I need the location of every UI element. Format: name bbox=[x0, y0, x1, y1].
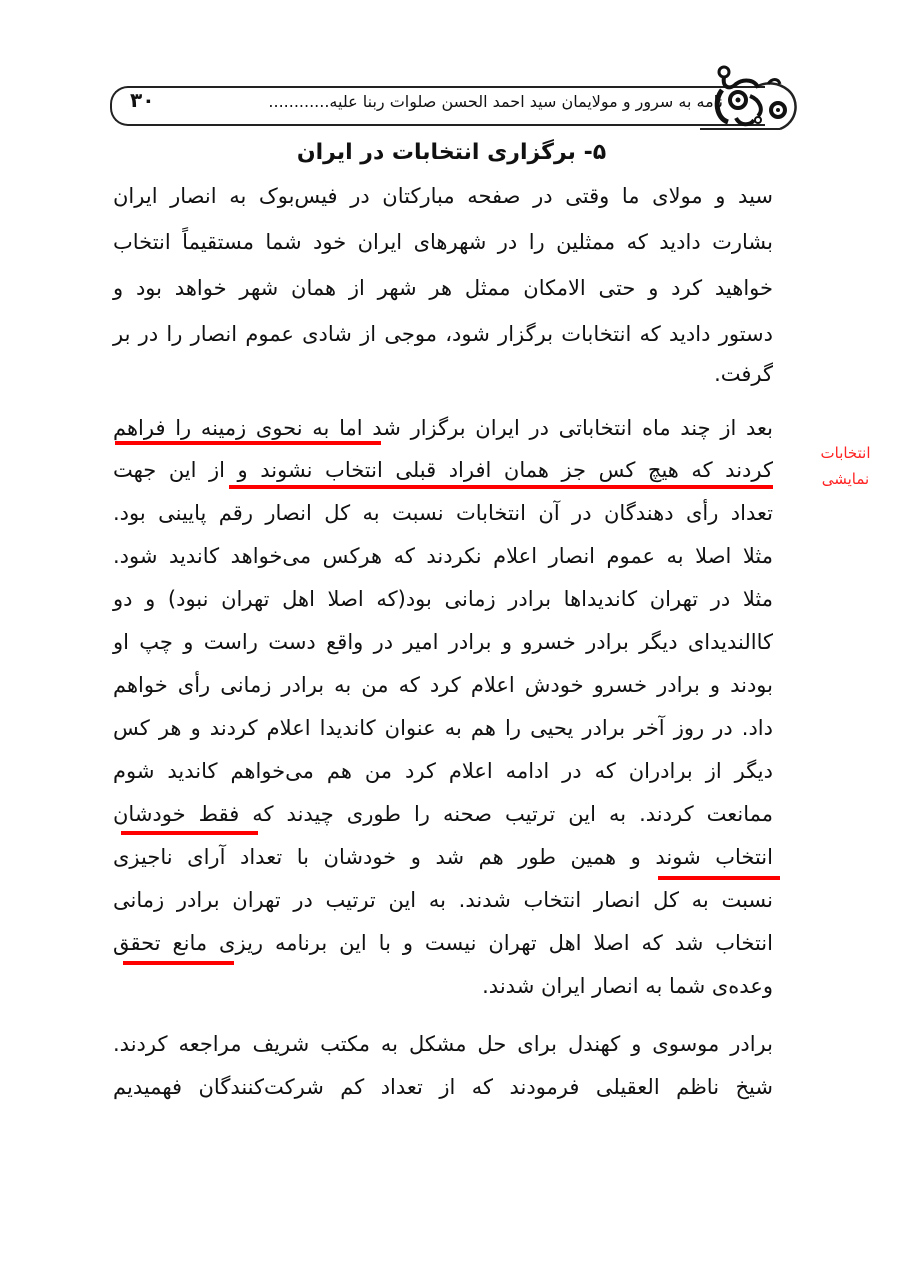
text-line: دیگر از برادران که در ادامه اعلام کرد من هم می‌خواهم کاندید شوم bbox=[113, 759, 773, 783]
margin-annotation bbox=[808, 440, 883, 492]
text-line: دستور دادید که انتخابات برگزار شود، موجی از شادی عموم انصار را در بر bbox=[113, 322, 773, 346]
text-line: تعداد رأی دهندگان در آن انتخابات نسبت به کل انصار رقم پایینی بود. bbox=[113, 501, 773, 525]
margin-annotation-line: نمایشی bbox=[821, 470, 870, 488]
text-line: کردند که هیچ کس جز همان افراد قبلی انتخاب نشوند و از این جهت bbox=[113, 458, 773, 482]
text-line: شیخ ناظم العقیلی فرمودند که از تعداد کم شرکت‌کنندگان فهمیدیم bbox=[113, 1075, 773, 1099]
margin-annotation-line: انتخابات bbox=[820, 444, 871, 462]
highlight-underline bbox=[115, 441, 381, 445]
text-line: وعده‌ی شما به انصار ایران شدند. bbox=[482, 974, 773, 998]
text-line: مثلا در تهران کاندیداها برادر زمانی بود(که اصلا اهل تهران نبود) و دو bbox=[113, 587, 773, 611]
highlight-underline bbox=[121, 831, 258, 835]
highlight-underline bbox=[658, 876, 780, 880]
text-line: خواهید کرد و حتی الامکان ممثل هر شهر از همان شهر خواهد بود و bbox=[113, 276, 773, 300]
text-line: انتخاب شوند و همین طور هم شد و خودشان با تعداد آرای ناجیزی bbox=[113, 845, 773, 869]
page-number: ۳۰ bbox=[130, 88, 155, 112]
highlight-underline bbox=[229, 485, 773, 489]
text-line: سید و مولای ما وقتی در صفحه مبارکتان در فیس‌بوک به انصار ایران bbox=[113, 184, 773, 208]
text-line: بشارت دادید که ممثلین را در شهرهای ایران خود شما مستقیماً انتخاب bbox=[113, 230, 773, 254]
text-line: مثلا اصلا به عموم انصار اعلام نکردند که هرکس می‌خواهد کاندید شود. bbox=[113, 544, 773, 568]
text-line: بعد از چند ماه انتخاباتی در ایران برگزار شد اما به نحوی زمینه را فراهم bbox=[113, 416, 773, 440]
text-line: داد. در روز آخر برادر یحیی را هم به عنوان کاندیدا اعلام کردند و هر کس bbox=[113, 716, 773, 740]
running-title: نامه به سرور و مولایمان سید احمد الحسن صلوات ربنا علیه............ bbox=[268, 92, 723, 111]
text-line: ممانعت کردند. به این ترتیب صحنه را طوری چیدند که فقط خودشان bbox=[113, 802, 773, 826]
text-line: برادر موسوی و کهندل برای حل مشکل به مکتب شریف مراجعه کردند. bbox=[113, 1032, 773, 1056]
section-title: ۵- برگزاری انتخابات در ایران bbox=[296, 140, 607, 165]
text-line: کاالندیدای دیگر برادر خسرو و برادر امیر در واقع دست راست و چپ او bbox=[113, 630, 773, 654]
text-line: بودند و برادر خسرو خودش اعلام کرد که من به برادر زمانی رأی خواهم bbox=[113, 673, 773, 697]
text-line: انتخاب شد که اصلا اهل تهران نیست و با این برنامه ریزی مانع تحقق bbox=[113, 931, 773, 955]
text-line: گرفت. bbox=[714, 362, 773, 386]
highlight-underline bbox=[123, 961, 234, 965]
text-line: نسبت به کل انصار انتخاب شدند. به این ترتیب در تهران برادر زمانی bbox=[113, 888, 773, 912]
